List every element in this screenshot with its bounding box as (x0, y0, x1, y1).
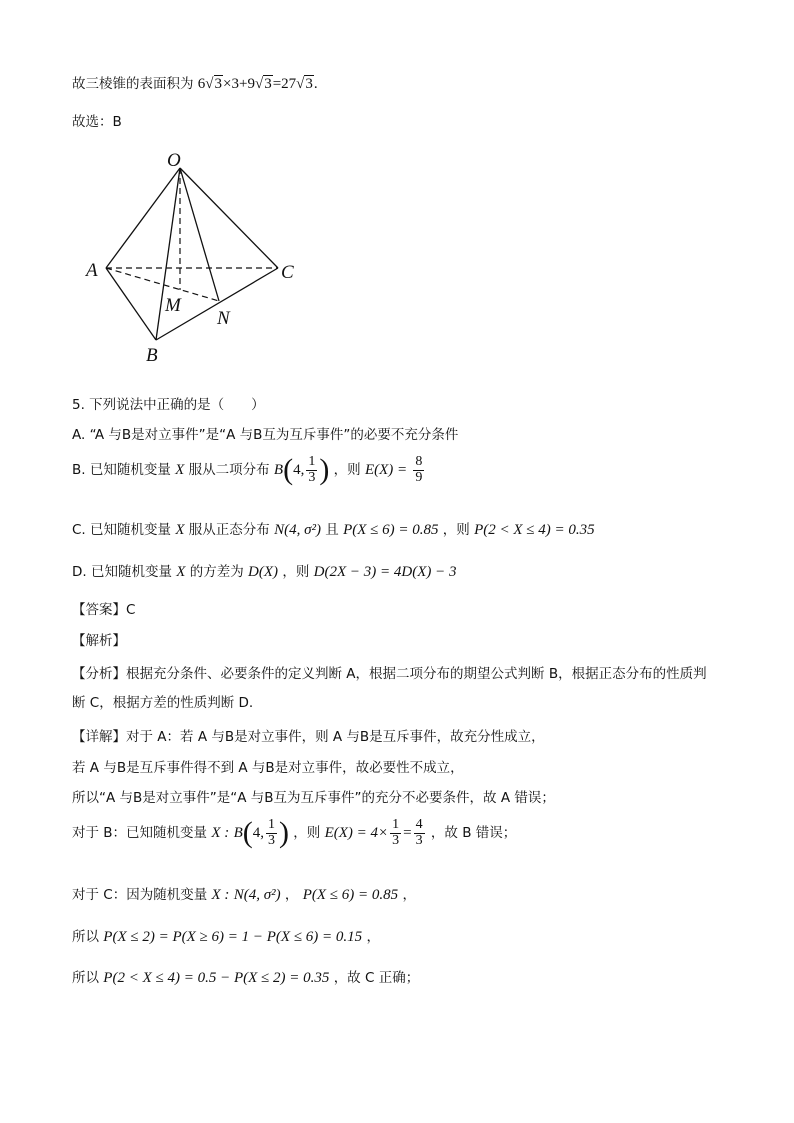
label-B: B (146, 345, 158, 366)
option-a: A. “A 与B是对立事件”是“A 与B互为互斥事件”的必要不充分条件 (72, 427, 459, 443)
detail-line-1: 【详解】对于 A：若 A 与B是对立事件，则 A 与B是互斥事件，故充分性成立， (72, 729, 545, 745)
detail-c-3: 所以 P(2 < X ≤ 4) = 0.5 − P(X ≤ 2) = 0.35 ，故 C 正确； (72, 970, 420, 986)
surface-area-line (72, 72, 318, 93)
pyramid-figure (80, 148, 310, 370)
detail-c-2: 所以 P(X ≤ 2) = P(X ≥ 6) = 1 − P(X ≤ 6) = 0.15 ， (72, 929, 380, 945)
label-N: N (217, 308, 230, 329)
label-O: O (167, 150, 181, 171)
label-C: C (281, 262, 294, 283)
option-d: D. 已知随机变量 X 的方差为 D(X) ，则 D(2X − 3) = 4D(X) − 3 (72, 564, 457, 580)
label-A: A (86, 260, 98, 281)
detail-line-2: 若 A 与B是互斥事件得不到 A 与B是对立事件，故必要性不成立， (72, 760, 464, 776)
answer-line: 【答案】C (72, 602, 136, 618)
question-stem: 5. 下列说法中正确的是（ ） (72, 397, 265, 413)
option-c: C. 已知随机变量 X 服从正态分布 N(4, σ²) 且 P(X ≤ 6) = 0.85 ，则 P(2 < X ≤ 4) = 0.35 (72, 522, 595, 538)
choice-line: 故选：B (72, 114, 122, 130)
fenxi-line-1: 【分析】根据充分条件、必要条件的定义判断 A，根据二项分布的期望公式判断 B，根据正态分布的性质判 (72, 666, 707, 682)
analysis-heading: 【解析】 (72, 633, 126, 649)
detail-b: 对于 B：已知随机变量 X : B(4, $\frac{1}{3}$ ) ，则 E(X) = 4× $\frac{1}{3}$ = $\frac{4}{3}$ ，故 B 错误； (72, 816, 517, 850)
detail-line-3: 所以“A 与B是对立事件”是“A 与B互为互斥事件”的充分不必要条件，故 A 错误； (72, 790, 555, 806)
label-M: M (165, 295, 181, 316)
math: 6√3×3+9√3=27√3. (197, 76, 318, 92)
option-b: B. 已知随机变量 X 服从二项分布 B(4, $\frac{1}{3}$ ) ，则 E(X) = $\frac{8}{9}$ (72, 453, 423, 487)
fenxi-line-2: 断 C，根据方差的性质判断 D. (72, 695, 254, 711)
text: 故三棱锥的表面积为 (72, 76, 194, 92)
detail-c-1: 对于 C：因为随机变量 X : N(4, σ²) ， P(X ≤ 6) = 0.85 ， (72, 887, 416, 903)
